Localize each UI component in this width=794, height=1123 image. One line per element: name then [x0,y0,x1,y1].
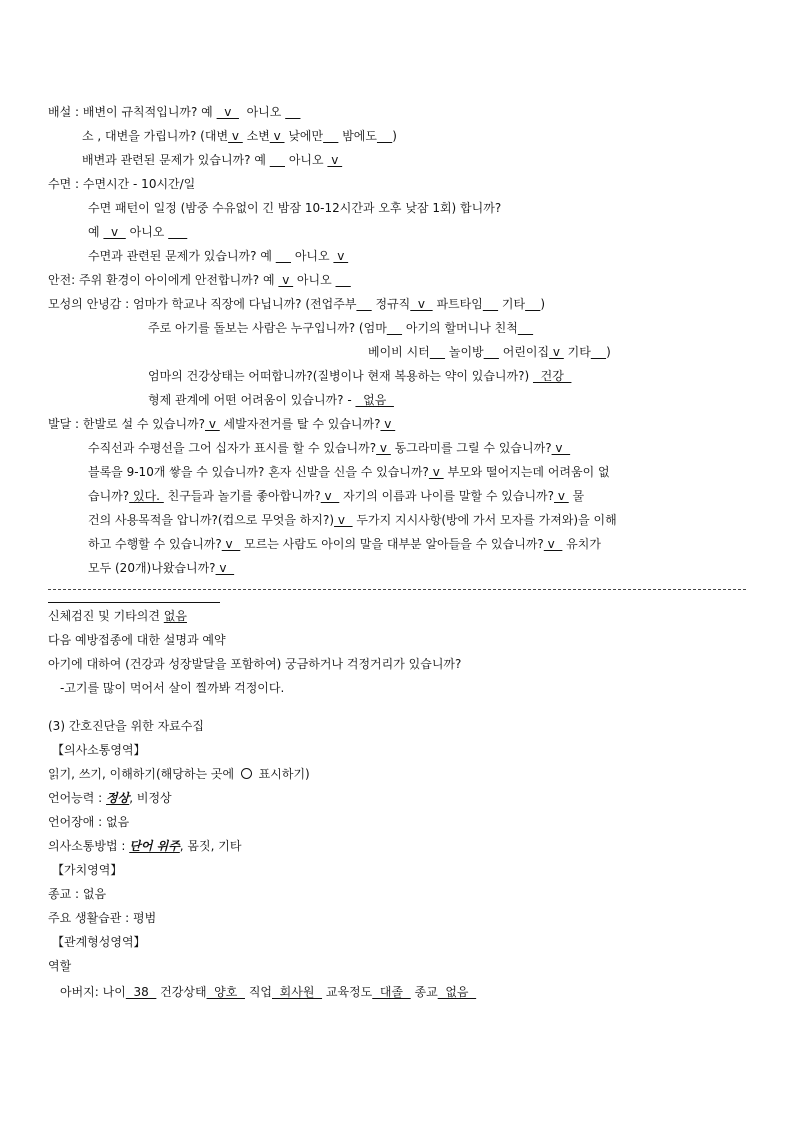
text-segment: 하고 수행할 수 있습니까? [88,537,222,551]
text-segment: 주요 생활습관 : 평범 [48,911,157,925]
underlined-answer [270,153,285,167]
text-segment: 형제 관계에 어떤 어려움이 있습니까? - [148,393,356,407]
underlined-answer: v [320,489,340,503]
text-segment: 배변과 관련된 문제가 있습니까? 예 [82,153,270,167]
text-segment: 언어장애 : 없음 [48,815,130,829]
text-segment: 안전: 주위 환경이 아이에게 안전합니까? 예 [48,273,279,287]
text-segment: 유치가 [562,537,601,551]
text-segment: 베이비 시터 [368,345,430,359]
underlined-answer: v [103,225,126,239]
text-line [148,368,571,384]
underlined-answer: v [549,345,564,359]
text-segment: 어린이집 [498,345,550,359]
text-segment: 아니오 [293,273,336,287]
text-segment: 세발자전거를 탈 수 있습니까? [219,417,381,431]
underlined-answer: v [221,537,241,551]
text-segment: 교육정도 [322,985,373,999]
text-line [88,248,348,264]
text-segment: 아기의 할머니나 친척 [402,321,518,335]
text-line [48,790,172,806]
text-line [48,416,395,432]
underlined-answer: v [334,513,353,527]
text-segment: 주로 아기를 돌보는 사람은 누구입니까? (엄마 [148,321,387,335]
text-segment: 아니오 [285,153,328,167]
text-line [88,536,601,552]
underlined-answer: v [216,105,239,119]
text-segment: 정규직 [371,297,411,311]
underlined-answer [483,297,498,311]
text-segment: 아니오 [238,105,286,119]
text-segment: 아니오 [125,225,169,239]
text-segment: 건의 사용목적을 압니까?(컵으로 무엇을 하지?) [88,513,335,527]
underlined-answer [276,249,291,263]
underlined-answer [387,321,402,335]
underlined-answer: 정상 [106,791,130,805]
underlined-answer: 양호 [206,985,245,999]
text-segment: 기타 [563,345,591,359]
text-line [88,464,610,480]
text-line [48,296,545,312]
text-segment: 종교 : 없음 [48,887,107,901]
text-line [48,272,351,288]
underlined-answer: 없음 [437,985,477,999]
text-line [48,886,106,902]
underlined-answer: v [410,297,433,311]
text-line [148,320,533,336]
text-line [88,224,187,240]
underlined-answer [591,345,606,359]
text-segment: 의사소통방법 : [48,839,130,853]
underlined-answer [377,129,392,143]
underlined-answer: 대졸 [372,985,411,999]
text-segment: 습니까? [88,489,130,503]
text-line [88,512,617,528]
text-segment: 밤에도 [338,129,377,143]
underlined-answer [430,345,445,359]
underlined-answer [285,105,300,119]
text-segment: 표시하기) [254,767,310,781]
text-line [368,344,611,360]
text-line [48,656,461,672]
text-segment: 기타 [498,297,526,311]
text-line [48,910,156,926]
text-segment: , 비정상 [129,791,172,805]
text-segment: 【관계형성영역】 [52,935,146,949]
underlined-answer [168,225,187,239]
text-line [48,958,71,974]
underlined-answer: 건강 [532,369,572,383]
underlined-answer: v [278,273,294,287]
text-segment: 아니오 [291,249,334,263]
underlined-answer: v [380,417,396,431]
text-line [52,742,146,758]
underlined-answer: v [333,249,349,263]
text-segment: ) [540,297,546,311]
underlined-answer: 단어 위주 [129,839,180,853]
underlined-answer: v [428,465,444,479]
text-segment: 언어능력 : [48,791,107,805]
text-line [48,176,195,192]
underlined-answer: v [215,561,235,575]
underlined-answer [525,297,540,311]
text-segment: 종교 [410,985,438,999]
text-segment: 소 , 대변을 가립니까? (대변 [82,129,229,143]
underlined-answer: v [228,129,243,143]
underlined-answer [336,273,351,287]
text-segment: 수직선과 수평선을 그어 십자가 표시를 할 수 있습니까? [88,441,377,455]
text-segment: 아버지: 나이 [60,985,126,999]
text-segment: , 몸짓, 기타 [179,839,242,853]
text-line [52,862,122,878]
text-segment: 수면 : 수면시간 - 10시간/일 [48,177,196,191]
text-line [48,608,187,624]
text-segment: 【가치영역】 [52,863,123,877]
underlined-answer: v [269,129,285,143]
text-segment: 놀이방 [445,345,484,359]
underlined-answer: v [327,153,343,167]
text-line [88,440,570,456]
text-line [148,392,394,408]
text-segment: 역할 [48,959,72,973]
text-segment: 읽기, 쓰기, 이해하기(해당하는 곳에 [48,767,238,781]
underlined-answer [484,345,499,359]
text-segment: 두가지 지시사항(방에 가서 모자를 가져와)을 이해 [352,513,617,527]
text-segment: 부모와 떨어지는데 어려움이 없 [443,465,610,479]
text-segment: 아기에 대하여 (건강과 성장발달을 포함하여) 궁금하거나 걱정거리가 있습니까? [48,657,462,671]
text-segment: 다음 예방접종에 대한 설명과 예약 [48,633,226,647]
text-segment: 수면과 관련된 문제가 있습니까? 예 [88,249,276,263]
text-segment: 낮에만 [284,129,324,143]
text-line [82,152,342,168]
underlined-answer: 없음 [163,609,187,623]
text-line [48,718,204,734]
text-line [52,934,146,950]
underlined-answer [518,321,533,335]
text-segment: 배설 : 배변이 규칙적입니까? 예 [48,105,217,119]
text-segment: 모성의 안녕감 : 엄마가 학교나 직장에 다닙니까? (전업주부 [48,297,357,311]
circle-mark-icon [241,768,252,779]
text-segment: 직업 [245,985,272,999]
text-segment: 물 [568,489,585,503]
text-segment: 소변 [242,129,270,143]
underlined-answer: v [376,441,391,455]
text-segment: 예 [88,225,104,239]
text-segment: ) [392,129,397,143]
underlined-answer [323,129,338,143]
text-segment: 수면 패턴이 일정 (밤중 수유없이 긴 밤잠 10-12시간과 오후 낮잠 1회) 합니까? [88,201,502,215]
dashed-separator [48,589,746,590]
text-line [60,680,284,696]
underlined-answer: v [554,489,569,503]
text-line [48,838,241,854]
text-segment: 모두 (20개)나왔습니까? [88,561,216,575]
text-segment: -고기를 많이 먹어서 살이 찔까봐 걱정이다. [60,681,285,695]
text-segment: 【의사소통영역】 [52,743,146,757]
underlined-answer: v [551,441,571,455]
text-line [88,200,501,216]
solid-separator [48,602,220,603]
underlined-answer: 회사원 [272,985,323,999]
underlined-answer: v [543,537,563,551]
underlined-answer [356,297,371,311]
underlined-answer: 없음 [355,393,394,407]
text-line [82,128,397,144]
text-line [48,766,310,782]
text-segment: 엄마의 건강상태는 어떠합니까?(질병이나 현재 복용하는 약이 있습니까?) [148,369,533,383]
text-line [88,560,234,576]
text-segment: ) [606,345,611,359]
text-segment: 동그라미를 그릴 수 있습니까? [390,441,552,455]
text-line [48,814,129,830]
text-line [48,632,226,648]
text-segment: (3) 간호진단을 위한 자료수집 [48,719,204,733]
text-line [48,104,300,120]
text-segment: 친구들과 놀기를 좋아합니까? [163,489,321,503]
text-segment: 신체검진 및 기타의견 [48,609,164,623]
underlined-answer: 38 [125,985,157,999]
text-segment: 자기의 이름과 나이를 말할 수 있습니까? [339,489,554,503]
underlined-answer: v [205,417,220,431]
text-segment: 건강상태 [156,985,207,999]
text-segment: 블록을 9-10개 쌓을 수 있습니까? 혼자 신발을 신을 수 있습니까? [88,465,429,479]
underlined-answer: 있다. [129,489,164,503]
text-line [88,488,584,504]
text-segment: 발달 : 한발로 설 수 있습니까? [48,417,205,431]
text-segment: 파트타임 [432,297,483,311]
text-segment: 모르는 사람도 아이의 말을 대부분 알아들을 수 있습니까? [240,537,544,551]
text-line [60,984,476,1000]
